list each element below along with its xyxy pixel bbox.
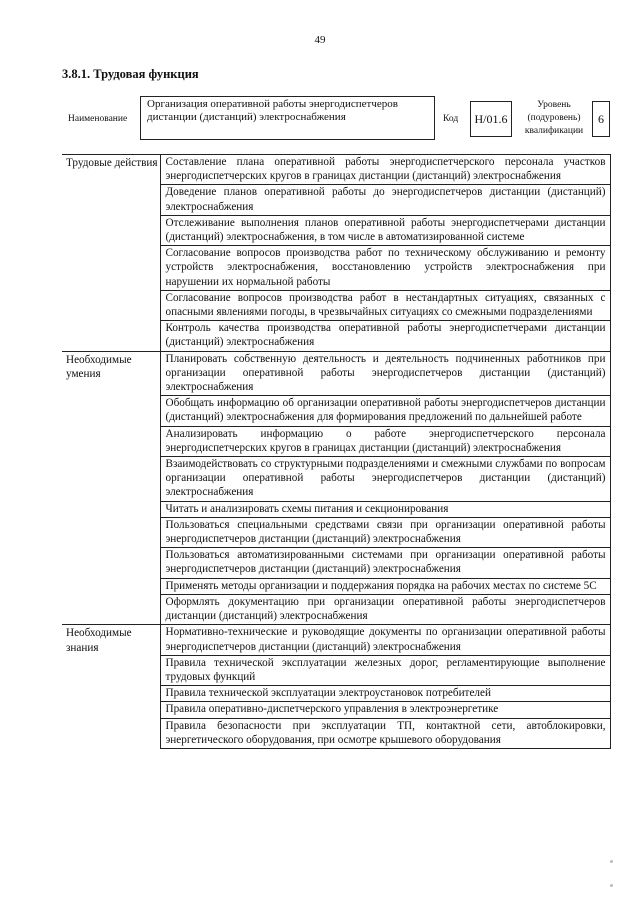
table-item: Планировать собственную деятельность и деятельность подчиненных работников при организации оперативной работы энергодиспетчеров дистанции (дистанций) электроснабжения <box>160 351 610 396</box>
table-item: Правила технической эксплуатации электроустановок потребителей <box>160 686 610 702</box>
level-label-line: (подуровень) <box>527 113 581 123</box>
table-item: Нормативно-технические и руководящие документы по организации оперативной работы энергодиспетчеров дистанции (дистанций) электроснабжения <box>160 625 610 655</box>
table-item: Обобщать информацию об организации оперативной работы энергодиспетчеров дистанции (дистанций) электроснабжения для формирования предложений по дальнейшей работе <box>160 396 610 426</box>
code-label: Код <box>443 114 459 124</box>
category-label: Трудовые действия <box>62 155 160 352</box>
table-item: Доведение планов оперативной работы до энергодиспетчеров дистанции (дистанций) электроснабжения <box>160 185 610 215</box>
table-item: Контроль качества производства оперативной работы энергодиспетчерами дистанции (дистанций) электроснабжения <box>160 321 610 351</box>
table-row <box>62 351 610 396</box>
table-item: Правила оперативно-диспетчерского управления в электроэнергетике <box>160 702 610 718</box>
table-item: Правила безопасности при эксплуатации ТП, контактной сети, автоблокировки, энергетического оборудования, при осмотре крышевого оборудования <box>160 718 610 748</box>
table-item: Отслеживание выполнения планов оперативной работы энергодиспетчерами дистанции (дистанций) электроснабжения, в том числе в автоматизированной системе <box>160 215 610 245</box>
level-value: 6 <box>592 101 610 137</box>
table-item: Согласование вопросов производства работ по техническому обслуживанию и ремонту устройств электроснабжения, восстановлению устройств электроснабжения при нарушении их нормальной работы <box>160 246 610 291</box>
table-item: Взаимодействовать со структурными подразделениями и смежными службами по вопросам организации оперативной работы энергодиспетчеров дистанции (дистанций) электроснабжения <box>160 457 610 502</box>
level-label-line: квалификации <box>524 126 584 136</box>
table-item: Оформлять документацию при организации оперативной работы энергодиспетчеров дистанции (дистанций) электроснабжения <box>160 594 610 624</box>
table-item: Составление плана оперативной работы энергодиспетчерского персонала участков энергодиспетчерских кругов в границах дистанции (дистанций) электроснабжения <box>160 155 610 185</box>
function-name-value: Организация оперативной работы энергодиспетчеров дистанции (дистанций) электроснабжения <box>140 96 435 140</box>
table-item: Правила технической эксплуатации железных дорог, регламентирующие выполнение трудовых функций <box>160 655 610 685</box>
table-item: Анализировать информацию о работе энергодиспетчерского персонала энергодиспетчерских кругов в границах дистанции (дистанций) электроснабжения <box>160 426 610 456</box>
section-title: 3.8.1. Трудовая функция <box>62 67 199 81</box>
table-item: Согласование вопросов производства работ в нестандартных ситуациях, связанных с опасными явлениями погоды, в чрезвычайных ситуациях со смежными подразделениями <box>160 290 610 320</box>
table-row <box>62 625 610 655</box>
table-body <box>62 155 610 749</box>
level-label-line: Уровень <box>537 100 571 110</box>
table-item: Применять методы организации и поддержания порядка на рабочих местах по системе 5С <box>160 578 610 594</box>
category-label: Необходимые знания <box>62 625 160 749</box>
table-item: Читать и анализировать схемы питания и секционирования <box>160 501 610 517</box>
level-label <box>518 99 590 138</box>
table-item: Пользоваться автоматизированными системами при организации оперативной работы энергодиспетчеров дистанции (дистанций) электроснабжения <box>160 548 610 578</box>
scan-mark <box>610 860 613 863</box>
code-value: H/01.6 <box>470 101 512 137</box>
table-row <box>62 155 610 185</box>
scan-mark <box>610 884 613 887</box>
name-label: Наименование <box>68 114 128 124</box>
category-label: Необходимые умения <box>62 351 160 625</box>
page-number: 49 <box>314 34 326 46</box>
table-item: Пользоваться специальными средствами связи при организации оперативной работы энергодиспетчеров дистанции (дистанций) электроснабжения <box>160 517 610 547</box>
labor-function-table <box>62 154 611 749</box>
